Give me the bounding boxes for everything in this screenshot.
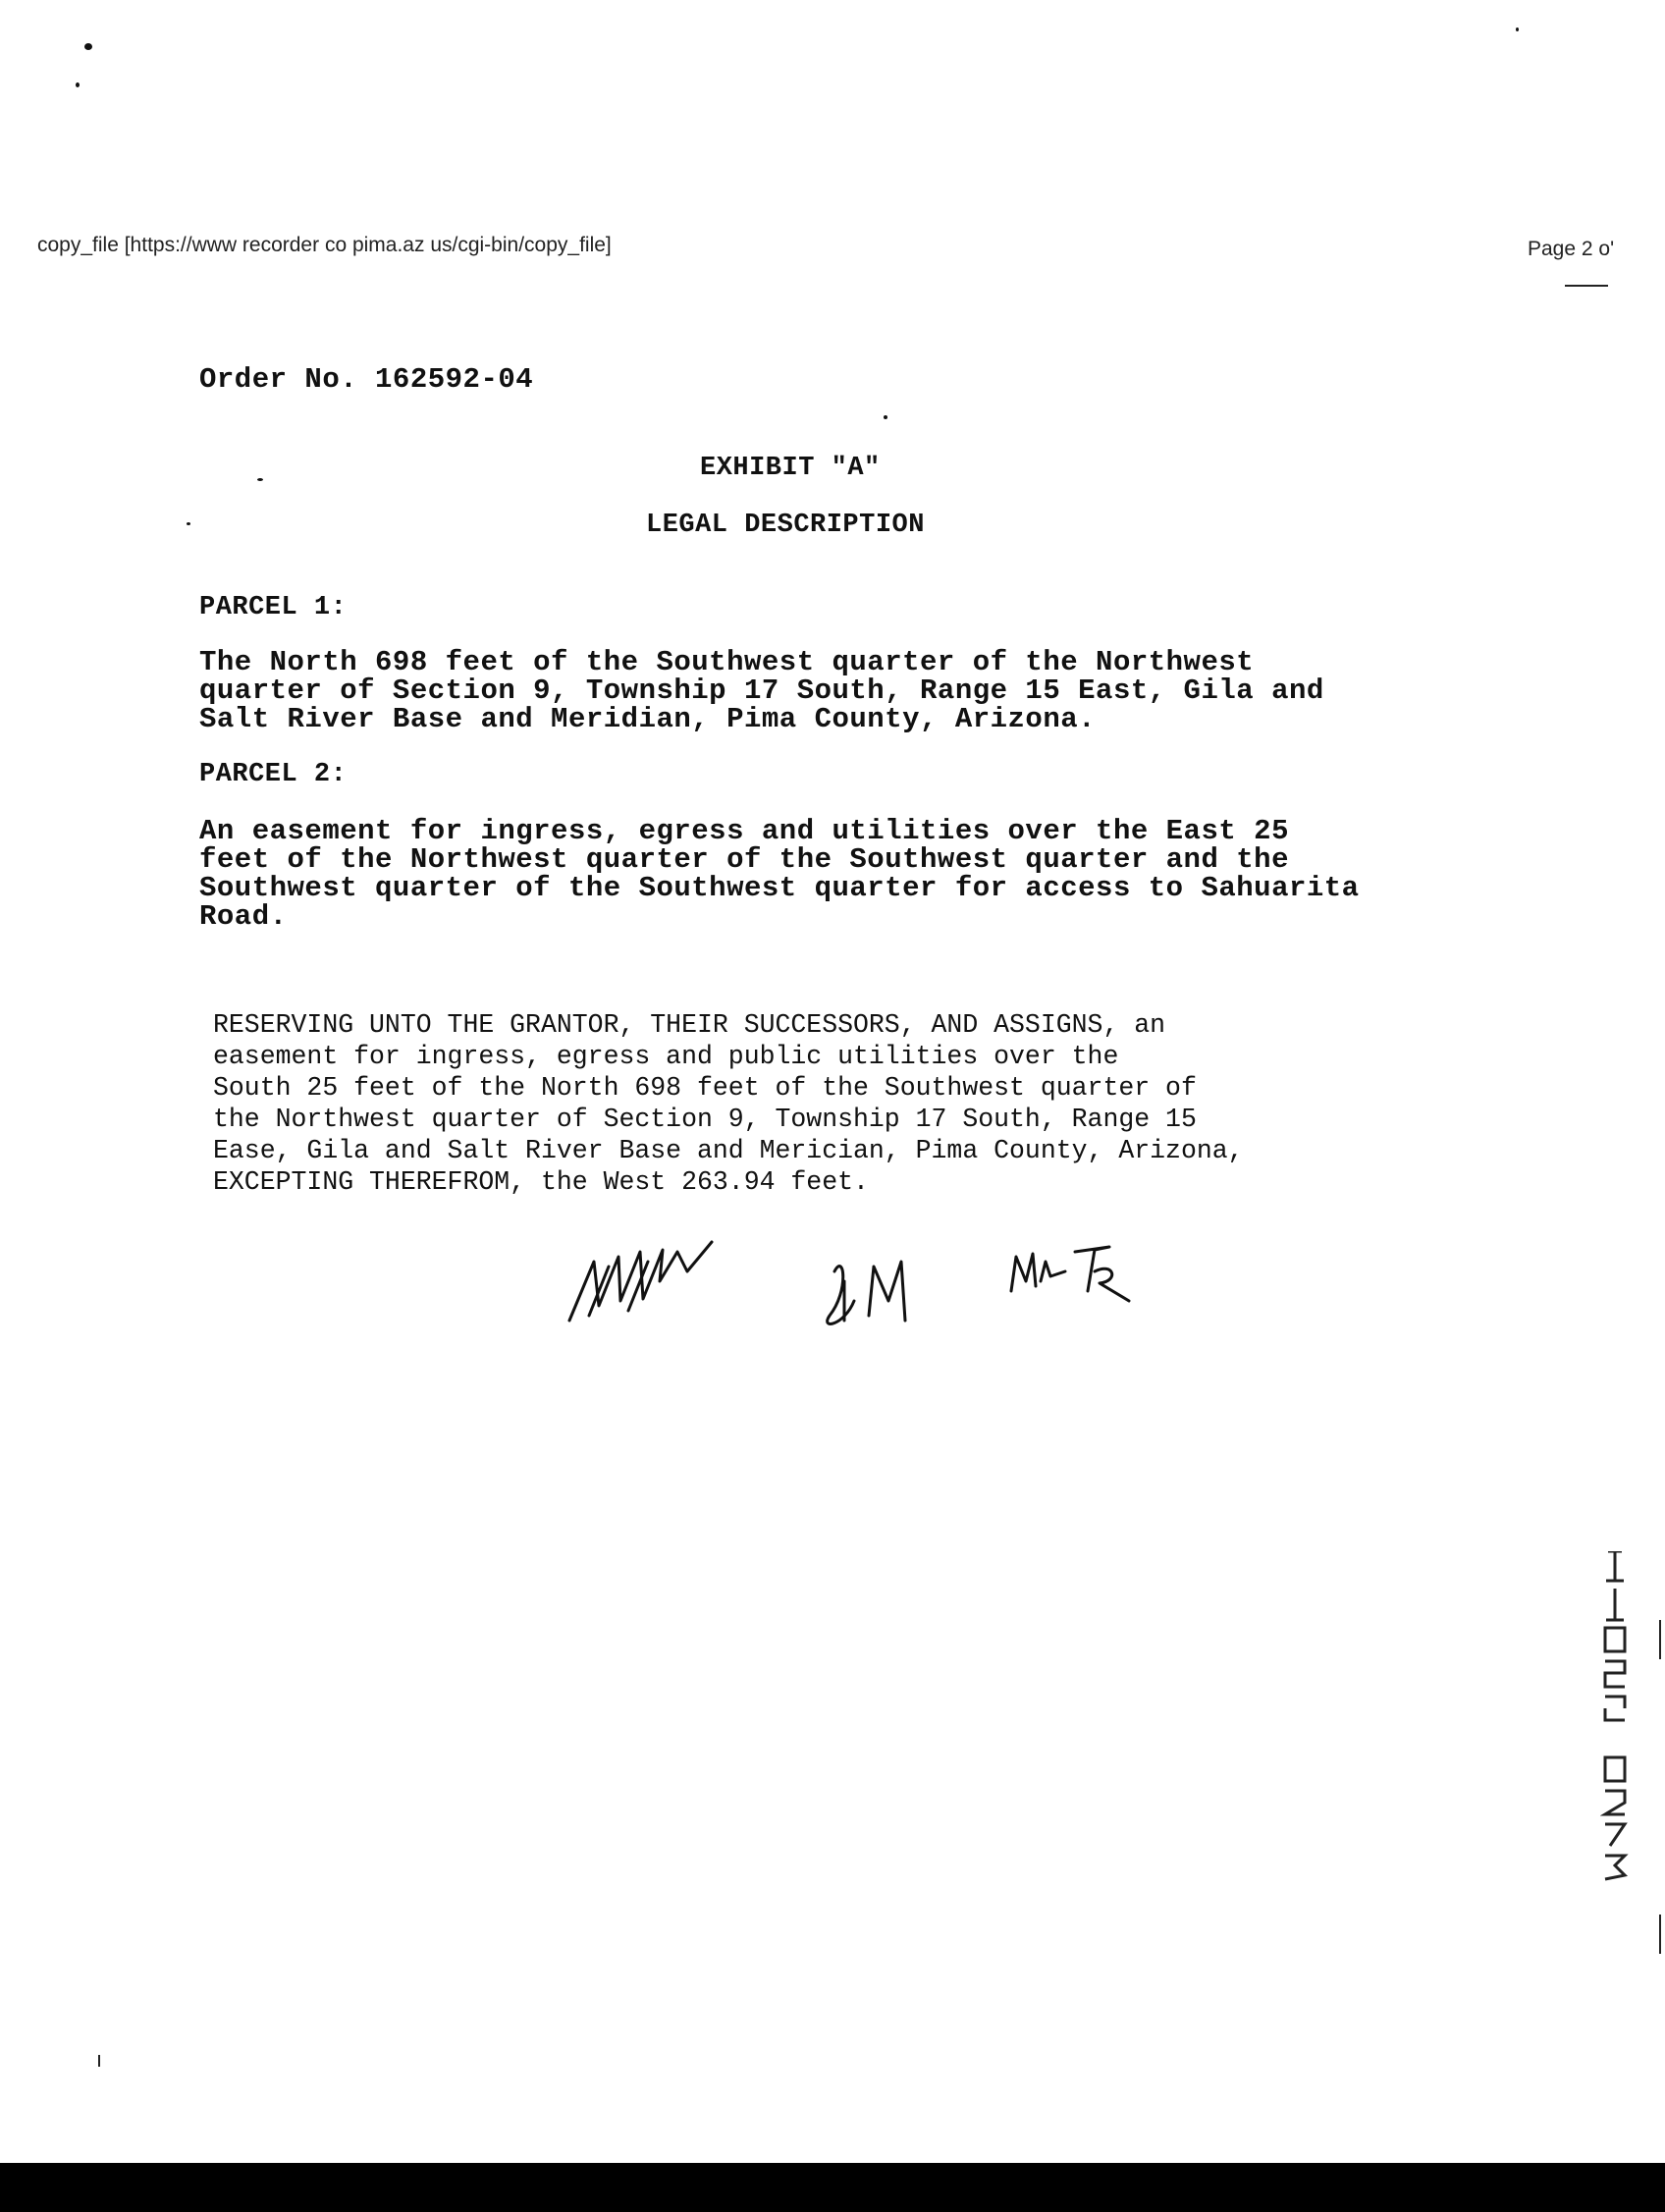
parcel-1-description <box>199 648 1476 733</box>
scan-mark <box>1659 1620 1661 1659</box>
recording-stamp <box>1600 1551 1630 1885</box>
reservation-line: Ease, Gila and Salt River Base and Merician, Pima County, Arizona, <box>213 1136 1244 1165</box>
reservation-line: South 25 feet of the North 698 feet of the Southwest quarter of <box>213 1073 1197 1103</box>
initials-mark-3 <box>1011 1247 1129 1301</box>
handwritten-initials <box>550 1222 1178 1340</box>
parcel-1-line: quarter of Section 9, Township 17 South, Range 15 East, Gila and <box>199 674 1324 707</box>
scan-speck <box>187 522 190 525</box>
exhibit-title: EXHIBIT "A" <box>700 454 881 483</box>
parcel-2-line: Road. <box>199 900 288 933</box>
scan-speck <box>84 43 92 50</box>
parcel-2-line: feet of the Northwest quarter of the Southwest quarter and the <box>199 843 1289 876</box>
order-number: Order No. 162592-04 <box>199 363 534 396</box>
parcel-2-line: An easement for ingress, egress and utilities over the East 25 <box>199 815 1289 847</box>
reservation-line: easement for ingress, egress and public utilities over the <box>213 1042 1119 1071</box>
parcel-2-line: Southwest quarter of the Southwest quarter for access to Sahuarita <box>199 872 1360 904</box>
scan-bottom-border <box>0 2163 1665 2212</box>
legal-description-title: LEGAL DESCRIPTION <box>646 511 925 540</box>
parcel-1-heading: PARCEL 1: <box>199 593 348 622</box>
scan-speck <box>257 478 263 481</box>
scan-mark <box>98 2055 100 2067</box>
parcel-2-heading: PARCEL 2: <box>199 760 348 789</box>
initials-mark-2 <box>828 1262 905 1323</box>
scan-speck <box>76 82 80 87</box>
scan-speck <box>1516 27 1519 31</box>
page-number: Page 2 o' <box>1528 238 1615 260</box>
source-url-header: copy_file [https://www recorder co pima.az us/cgi-bin/copy_file] <box>37 234 612 256</box>
page-number-rule <box>1565 285 1608 287</box>
parcel-2-description <box>199 817 1485 931</box>
scan-speck <box>884 415 887 419</box>
reservation-line: EXCEPTING THEREFROM, the West 263.94 feet. <box>213 1167 869 1197</box>
scan-mark <box>1659 1915 1661 1954</box>
parcel-1-line: The North 698 feet of the Southwest quarter of the Northwest <box>199 646 1255 678</box>
reservation-line: RESERVING UNTO THE GRANTOR, THEIR SUCCESSORS, AND ASSIGNS, an <box>213 1010 1166 1040</box>
parcel-1-line: Salt River Base and Meridian, Pima County, Arizona. <box>199 703 1097 735</box>
reservation-clause <box>213 1009 1489 1198</box>
reservation-line: the Northwest quarter of Section 9, Township 17 South, Range 15 <box>213 1105 1197 1134</box>
